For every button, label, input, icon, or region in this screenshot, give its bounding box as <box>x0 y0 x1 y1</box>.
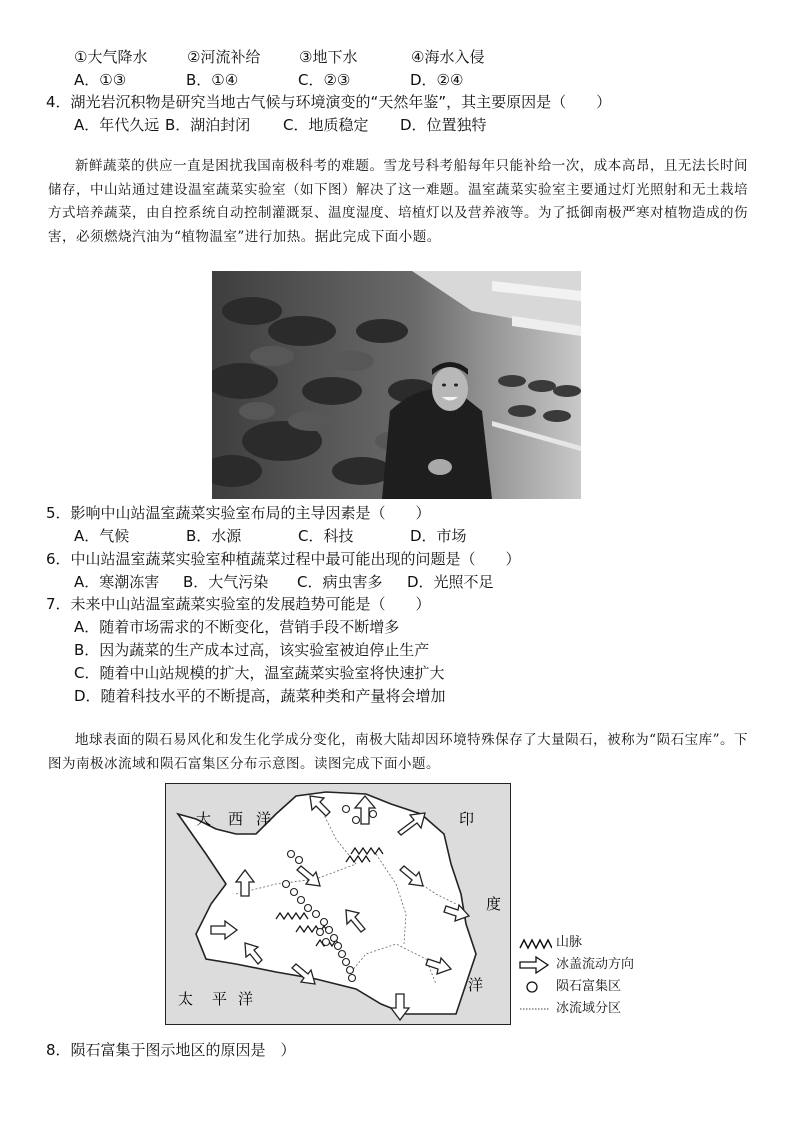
meteorite-circle-icon <box>518 978 552 996</box>
q6-option-b: B．大气污染 <box>183 573 269 591</box>
indian-label-3: 洋 <box>468 976 484 994</box>
pacific-label-1: 太 <box>178 990 194 1008</box>
q7-stem: 7．未来中山站温室蔬菜实验室的发展趋势可能是（ ） <box>46 595 431 613</box>
legend-ice-flow <box>518 956 658 974</box>
q3-option-b: B．①④ <box>186 71 239 89</box>
greenhouse-photo <box>212 271 581 499</box>
q8-stem: 8．陨石富集于图示地区的原因是 ） <box>46 1041 296 1059</box>
pacific-label-3: 洋 <box>238 990 254 1008</box>
q5-option-c: C．科技 <box>298 527 354 545</box>
passage-meteorites: 地球表面的陨石易风化和发生化学成分变化，南极大陆却因环境特殊保存了大量陨石，被称为“陨石宝库”。下图为南极冰流域和陨石富集区分布示意图。读图完成下面小题。 <box>48 732 748 772</box>
indian-label-1: 印 <box>459 810 475 828</box>
atlantic-label-2: 西 <box>228 810 244 828</box>
q4-option-c: C．地质稳定 <box>283 116 369 134</box>
atlantic-label-1: 大 <box>196 810 212 828</box>
q5-option-d: D．市场 <box>410 527 467 545</box>
passage-greenhouse: 新鲜蔬菜的供应一直是困扰我国南极科考的难题。雪龙号科考船每年只能补给一次，成本高昂，且无法长时间储存，中山站通过建设温室蔬菜实验室（如下图）解决了这一难题。温室蔬菜实验室主要通过灯光照射和无土栽培方式培养蔬菜，由自控系统自动控制灌溉泵、温度湿度、培植灯以及营养液等。为了抵御南极严寒对植物造成的伤害，必须燃烧汽油为“植物温室”进行加热。据此完成下面小题。 <box>48 158 748 245</box>
map-legend <box>518 934 658 1024</box>
indian-label-2: 度 <box>486 895 502 913</box>
q5-stem: 5．影响中山站温室蔬菜实验室布局的主导因素是（ ） <box>46 504 431 522</box>
mountain-icon <box>518 934 552 952</box>
ice-flow-arrow-icon <box>518 956 552 974</box>
continent-outline <box>178 792 476 1014</box>
q6-option-d: D．光照不足 <box>407 573 494 591</box>
boundary-line-icon <box>518 1000 552 1018</box>
q4-option-b: B．湖泊封闭 <box>165 116 251 134</box>
q3-item-3: ③地下水 <box>299 48 358 66</box>
q4-stem: 4．湖光岩沉积物是研究当地古气候与环境演变的“天然年鉴”，其主要原因是（ ） <box>46 93 612 111</box>
q3-option-a: A．①③ <box>74 71 127 89</box>
q4-option-a: A．年代久远 <box>74 116 160 134</box>
q6-option-a: A．寒潮冻害 <box>74 573 160 591</box>
q3-item-2: ②河流补给 <box>187 48 261 66</box>
q3-option-c: C．②③ <box>298 71 351 89</box>
q3-item-4: ④海水入侵 <box>411 48 485 66</box>
pacific-label-2: 平 <box>212 990 228 1008</box>
q7-option-c: C．随着中山站规模的扩大，温室蔬菜实验室将快速扩大 <box>74 664 445 682</box>
antarctica-map-svg <box>166 784 509 1023</box>
legend-mountain-label: 山脉 <box>556 935 583 950</box>
legend-meteorite-label: 陨石富集区 <box>556 979 622 994</box>
q5-option-a: A．气候 <box>74 527 130 545</box>
q7-option-a: A．随着市场需求的不断变化，营销手段不断增多 <box>74 618 400 636</box>
legend-boundary <box>518 1000 658 1018</box>
atlantic-label-3: 洋 <box>256 810 272 828</box>
legend-mountain <box>518 934 658 952</box>
q3-option-d: D．②④ <box>410 71 464 89</box>
q4-option-d: D．位置独特 <box>400 116 487 134</box>
legend-ice-flow-label: 冰盖流动方向 <box>556 957 635 972</box>
antarctica-map <box>165 783 511 1025</box>
legend-meteorite <box>518 978 658 996</box>
legend-boundary-label: 冰流域分区 <box>556 1001 622 1016</box>
q3-item-1: ①大气降水 <box>74 48 148 66</box>
q7-option-d: D．随着科技水平的不断提高，蔬菜种类和产量将会增加 <box>74 687 446 705</box>
q6-stem: 6．中山站温室蔬菜实验室种植蔬菜过程中最可能出现的问题是（ ） <box>46 550 521 568</box>
q5-option-b: B．水源 <box>186 527 242 545</box>
q7-option-b: B．因为蔬菜的生产成本过高，该实验室被迫停止生产 <box>74 641 430 659</box>
q6-option-c: C．病虫害多 <box>297 573 383 591</box>
